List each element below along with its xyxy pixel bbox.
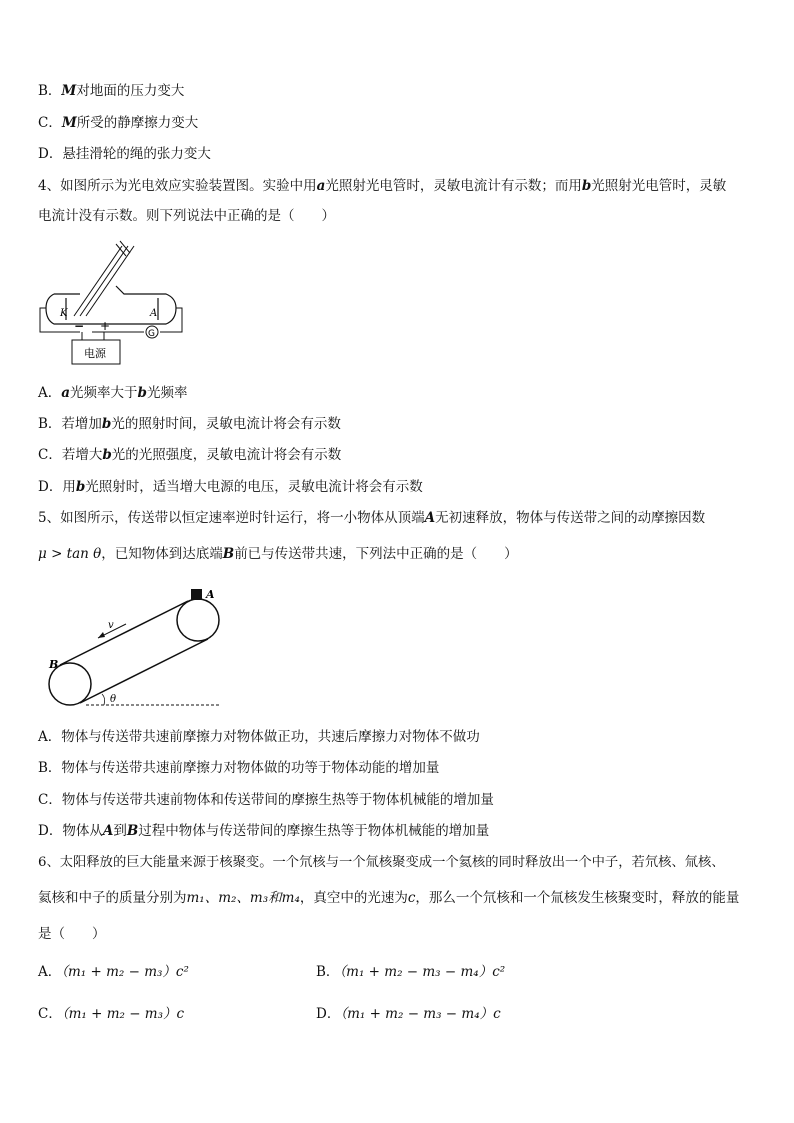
symbol-b: b [102,447,112,463]
option-text: D．悬挂滑轮的绳的张力变大 [38,146,211,162]
top-roller [177,599,219,641]
symbol-a: a [61,385,70,401]
q6-option-a [38,960,189,980]
angle-arc [102,694,105,705]
symbol-b: b [137,385,147,401]
symbol-a: a [316,178,326,194]
q5-option-a: A．物体与传送带共速前摩擦力对物体做正功，共速后摩擦力对物体不做功 [38,729,480,745]
option-label: D． [316,1006,341,1022]
label-theta: θ [110,694,117,705]
option-text: 光的照射时间，灵敏电流计将会有示数 [111,416,341,432]
power-label: 电源 [84,347,106,360]
q6-stem-line1: 6、太阳释放的巨大能量来源于核聚变。一个氘核与一个氚核聚变成一个氦核的同时释放出一个中子，若氘核、氚核、 [38,855,725,870]
option-text: 光频率 [146,385,188,401]
q4-stem-line1 [38,176,726,196]
symbol-B: B [222,546,235,562]
label-v: v [108,620,114,631]
q4-option-b [38,414,341,434]
option-label: A． [38,385,62,401]
q3-option-d [38,144,211,164]
option-label: C． [38,1006,62,1022]
light-ray [80,246,128,316]
option-text: D．用 [38,479,76,495]
block-A [191,589,202,600]
label-A: A [206,588,215,601]
q4-stem-line2: 电流计没有示数。则下列说法中正确的是（ ） [38,208,335,224]
q4-option-c [38,445,341,465]
option-text: 光照射时，适当增大电源的电压，灵敏电流计将会有示数 [85,479,423,495]
option-expression: （m₁ + m₂ − m₃ − m₄）c² [339,964,506,980]
option-label: B． [316,964,340,980]
light-ray [86,246,134,316]
option-text: D．物体从 [38,823,103,839]
q4-option-a [38,383,187,403]
q6-option-c [38,1002,184,1022]
option-label: A． [38,964,62,980]
belt-bottom [80,639,208,703]
symbol-c: c [407,890,416,906]
photoelectric-figure [36,236,196,371]
q6-option-d [316,1002,501,1022]
stem-text: 光照射光电管时，灵敏电流计有示数；而用 [325,178,582,194]
mass-symbols: m₁、m₂、m₃和m₄ [186,890,300,906]
option-label: B． [38,83,62,99]
label-B: B [49,658,59,671]
friction-condition: μ > tan θ [38,546,102,562]
stem-text: 无初速释放，物体与传送带之间的动摩擦因数 [435,510,706,526]
option-text: 对地面的压力变大 [76,83,185,99]
stem-text: ，真空中的光速为 [299,890,408,906]
stem-text: 前已与传送带共速，下列法中正确的是（ ） [234,546,518,562]
q5-option-b: B．物体与传送带共速前摩擦力对物体做的功等于物体动能的增加量 [38,760,440,776]
stem-text: 氦核和中子的质量分别为 [38,890,187,906]
label-G: G [148,329,155,339]
q6-stem-line3: 是（ ） [38,926,106,942]
option-text: B．若增加 [38,416,102,432]
label-K: K [60,308,68,319]
q3-option-c [38,113,198,133]
q4-option-d [38,477,423,497]
conveyor-belt-figure [40,584,240,712]
q5-option-d [38,821,489,841]
q6-option-b [316,960,505,980]
symbol-M: M [61,115,77,131]
wire-right [160,308,182,332]
stem-text: ，那么一个氘核和一个氚核发生核聚变时，释放的能量 [415,890,740,906]
option-text: 光频率大于 [70,385,138,401]
arrow-head [98,632,105,638]
q3-option-b [38,81,184,101]
option-text: 光的光照强度，灵敏电流计将会有示数 [111,447,342,463]
stem-text: ，已知物体到达底端 [101,546,223,562]
plus-sign: + [100,319,111,333]
symbol-A: A [424,510,436,526]
symbol-B: B [126,823,139,839]
q6-stem-line2 [38,888,739,908]
option-expression: （m₁ + m₂ − m₃）c² [61,964,189,980]
option-text: 到 [113,823,127,839]
symbol-b: b [75,479,86,495]
symbol-b: b [101,416,112,432]
q5-stem-line2 [38,544,518,564]
option-expression: （m₁ + m₂ − m₃ − m₄）c [340,1006,501,1022]
stem-text: 5、如图所示，传送带以恒定速率逆时针运行，将一小物体从顶端 [38,510,425,526]
option-text: 所受的静摩擦力变大 [76,115,199,131]
option-expression: （m₁ + m₂ − m₃）c [61,1006,185,1022]
symbol-A: A [102,823,114,839]
symbol-b: b [581,178,592,194]
option-text: C．若增大 [38,447,103,463]
option-label: C． [38,115,62,131]
symbol-M: M [61,83,77,99]
q5-option-c: C．物体与传送带共速前物体和传送带间的摩擦生热等于物体机械能的增加量 [38,792,494,808]
belt-top [60,601,188,665]
minus-sign: − [74,319,85,333]
stem-text: 光照射光电管时，灵敏 [591,178,727,194]
light-ray [74,246,122,316]
q5-stem-line1 [38,508,705,528]
label-A: A [150,308,158,319]
option-text: 过程中物体与传送带间的摩擦生热等于物体机械能的增加量 [138,823,490,839]
stem-text: 4、如图所示为光电效应实验装置图。实验中用 [38,178,317,194]
